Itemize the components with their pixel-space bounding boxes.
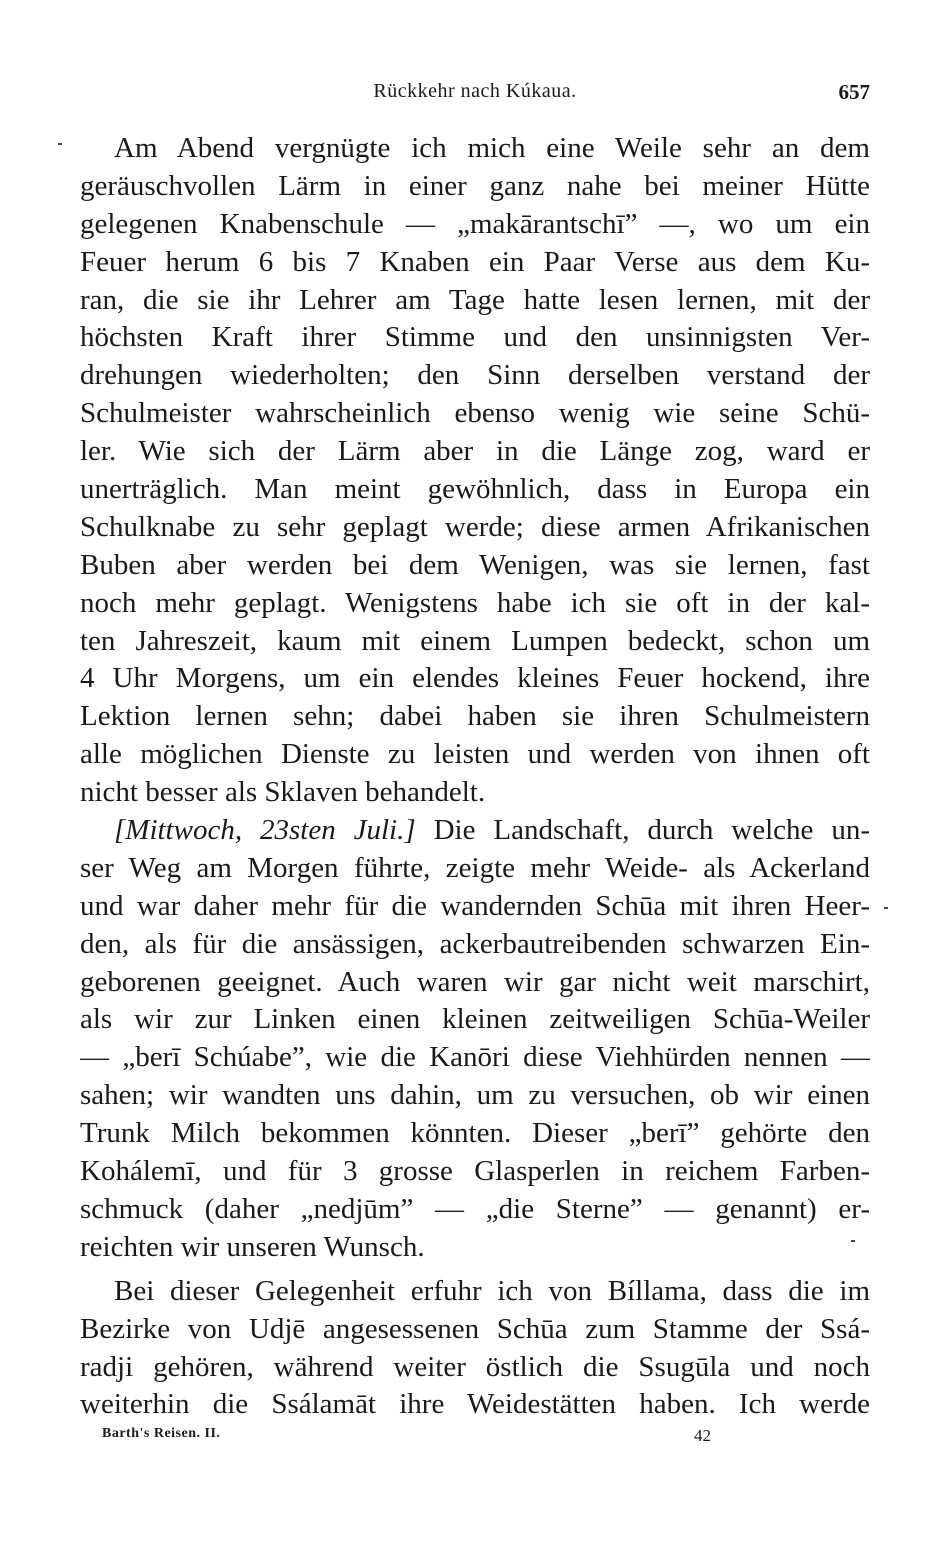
dateline-continuation: Die Landschaft, durch welche un- — [433, 814, 870, 847]
text-line: Lektion lernen sehn; dabei haben sie ihren Schulmeistern — [80, 700, 870, 733]
scan-speck — [884, 907, 888, 909]
text-line: alle möglichen Dienste zu leisten und werden von ihnen oft — [80, 738, 870, 771]
page-footer — [80, 1426, 870, 1450]
text-line: Feuer herum 6 bis 7 Knaben ein Paar Verse aus dem Ku- — [80, 245, 870, 278]
running-title: Rückkehr nach Kúkaua. — [373, 80, 577, 102]
text-line: reichten wir unseren Wunsch. — [80, 1230, 425, 1263]
text-line: geräuschvollen Lärm in einer ganz nahe bei meiner Hütte — [80, 169, 870, 202]
paragraph-2 — [80, 812, 870, 1267]
text-line: nicht besser als Sklaven behandelt. — [80, 776, 486, 809]
text-line: unerträglich. Man meint gewöhnlich, dass in Europa ein — [80, 473, 870, 506]
text-line: höchsten Kraft ihrer Stimme und den unsinnigsten Ver- — [80, 321, 870, 354]
text-line: als wir zur Linken einen kleinen zeitweiligen Schūa-Weiler — [80, 1003, 870, 1036]
text-line: ten Jahreszeit, kaum mit einem Lumpen bedeckt, schon um — [80, 624, 870, 657]
scan-speck — [58, 143, 62, 145]
running-head — [80, 80, 870, 110]
text-line: weiterhin die Ssálamāt ihre Weidestätten haben. Ich werde — [80, 1388, 870, 1421]
scan-speck — [851, 1240, 855, 1242]
signature-mark: 42 — [694, 1426, 711, 1445]
text-line: 4 Uhr Morgens, um ein elendes kleines Feuer hockend, ihre — [80, 662, 870, 695]
text-line: Schulknabe zu sehr geplagt werde; diese armen Afrikanischen — [80, 510, 870, 543]
text-line: schmuck (daher „nedjūm” — „die Sterne” — genannt) er- — [80, 1192, 870, 1225]
text-line: Bezirke von Udjē angesessenen Schūa zum Stamme der Ssá- — [80, 1312, 870, 1345]
text-line: Buben aber werden bei dem Wenigen, was sie lernen, fast — [80, 548, 870, 581]
text-line: noch mehr geplagt. Wenigstens habe ich sie oft in der kal- — [80, 586, 870, 619]
text-line: radji gehören, während weiter östlich die Ssugūla und noch — [80, 1350, 870, 1383]
page-number: 657 — [838, 80, 870, 104]
text-line: ran, die sie ihr Lehrer am Tage hatte lesen lernen, mit der — [80, 283, 870, 316]
text-line: — „berī Schúabe”, wie die Kanōri diese Viehhürden nennen — — [80, 1041, 870, 1074]
text-line: sahen; wir wandten uns dahin, um zu versuchen, ob wir einen — [80, 1079, 870, 1112]
printer-signature: Barth's Reisen. II. — [102, 1426, 221, 1441]
text-line: Am Abend vergnügte ich mich eine Weile sehr an dem — [114, 132, 870, 164]
text-line: Kohálemī, und für 3 grosse Glasperlen in reichem Farben- — [80, 1155, 870, 1188]
paragraph-3 — [80, 1273, 870, 1425]
text-line: ser Weg am Morgen führte, zeigte mehr Weide- als Ackerland — [80, 851, 870, 884]
text-line: Trunk Milch bekommen könnten. Dieser „berī” gehörte den — [80, 1117, 870, 1150]
text-line: ler. Wie sich der Lärm aber in die Länge zog, ward er — [80, 435, 870, 468]
text-line: Bei dieser Gelegenheit erfuhr ich von Bíllama, dass die im — [114, 1274, 870, 1307]
body-text — [80, 130, 870, 1424]
text-line: und war daher mehr für die wandernden Schūa mit ihren Heer- — [80, 889, 870, 922]
text-line: gelegenen Knabenschule — „makārantschī” —, wo um ein — [80, 207, 870, 240]
text-line: drehungen wiederholten; den Sinn derselben verstand der — [80, 359, 870, 392]
text-line: Schulmeister wahrscheinlich ebenso wenig wie seine Schü- — [80, 397, 870, 430]
paragraph-1 — [80, 130, 870, 812]
text-line-with-dateline — [80, 812, 870, 850]
dateline: [Mittwoch, 23sten Juli.] — [114, 814, 416, 847]
text-line: den, als für die ansässigen, ackerbautreibenden schwarzen Ein- — [80, 927, 870, 960]
text-line: geborenen geeignet. Auch waren wir gar nicht weit marschirt, — [80, 965, 870, 998]
